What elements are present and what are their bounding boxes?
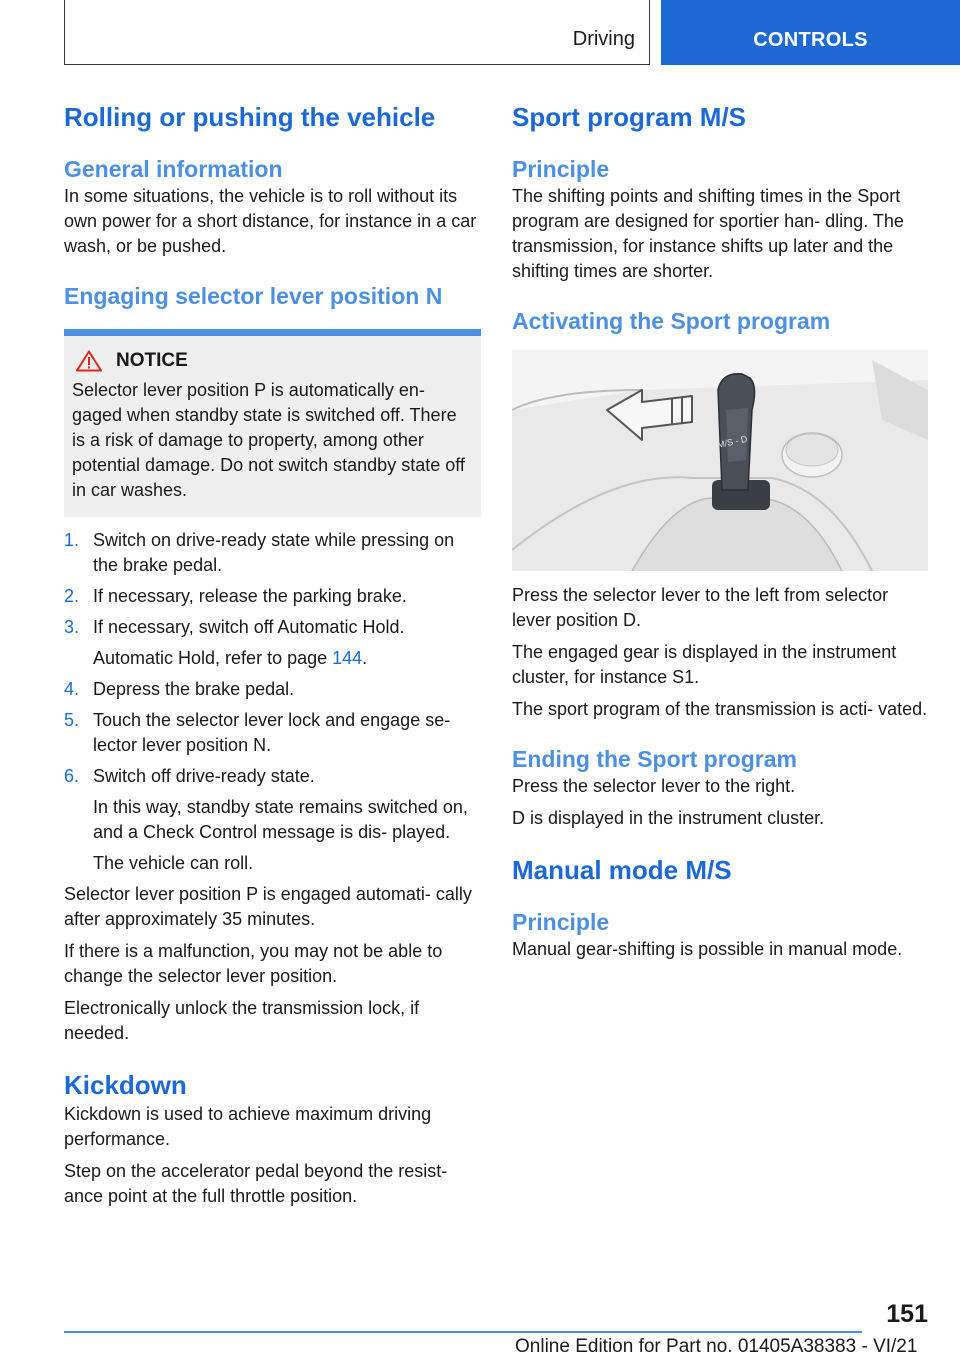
general-information-text: In some situations, the vehicle is to roll without its own power for a short distance, for instance in a car wash, or be pushed.	[64, 186, 477, 256]
step-item	[64, 615, 481, 640]
step-number: 4.	[64, 679, 80, 699]
section-title-sport-program: Sport program M/S	[512, 102, 747, 132]
steps-list	[64, 528, 481, 876]
footer-rule	[64, 1331, 862, 1333]
notice-text: Selector lever position P is automatically en‐ gaged when standby state is switched off. There is a risk of damage to property, among other potential damage. Do not switch standby state off in car washes.	[72, 380, 465, 500]
notice-title	[72, 348, 473, 374]
section-title-manual-mode: Manual mode M/S	[512, 855, 732, 885]
step-number: 6.	[64, 766, 80, 786]
page-reference-link[interactable]: 144	[332, 648, 363, 668]
step-text: Switch on drive-ready state while pressing on the brake pedal.	[93, 530, 455, 575]
step-text: Depress the brake pedal.	[93, 679, 295, 699]
heading-principle: Principle	[512, 156, 610, 182]
paragraph: D is displayed in the instrument cluster.	[512, 808, 825, 828]
step-number: 5.	[64, 710, 80, 730]
paragraph: Kickdown is used to achieve maximum driving performance.	[64, 1104, 432, 1149]
step-number: 2.	[64, 586, 80, 606]
heading-ending-sport: Ending the Sport program	[512, 746, 797, 772]
paragraph: Step on the accelerator pedal beyond the resist‐ ance point at the full throttle position.	[64, 1161, 448, 1206]
warning-triangle-icon	[76, 350, 102, 372]
step-number: 3.	[64, 617, 80, 637]
heading-general-information: General information	[64, 156, 283, 182]
step-note: The vehicle can roll.	[93, 853, 254, 873]
page-number: 151	[886, 1300, 928, 1328]
step-item	[64, 528, 481, 578]
step-text: If necessary, release the parking brake.	[93, 586, 407, 606]
paragraph: The sport program of the transmission is acti‐ vated.	[512, 699, 928, 719]
selector-lever-drawing	[512, 350, 928, 571]
step-item	[64, 584, 481, 609]
step-item	[64, 708, 481, 758]
lever-label: M/S - D	[716, 433, 749, 450]
step-text: Switch off drive-ready state.	[93, 766, 315, 786]
step-item	[64, 677, 481, 702]
step-note	[64, 646, 481, 671]
paragraph: Press the selector lever to the right.	[512, 776, 796, 796]
principle-text: The shifting points and shifting times in the Sport program are designed for sportier han‐ dling. The transmission, for instance shifts up later and the shifting times are shorter.	[512, 186, 904, 281]
step-text: If necessary, switch off Automatic Hold.	[93, 617, 405, 637]
paragraph: The engaged gear is displayed in the instrument cluster, for instance S1.	[512, 642, 897, 687]
heading-activating-sport: Activating the Sport program	[512, 308, 831, 334]
paragraph: Electronically unlock the transmission lock, if needed.	[64, 998, 420, 1043]
heading-principle-manual: Principle	[512, 909, 610, 935]
paragraph: If there is a malfunction, you may not be able to change the selector lever position.	[64, 941, 443, 986]
header-chapter: CONTROLS	[661, 0, 960, 65]
heading-engaging-n: Engaging selector lever position N	[64, 283, 443, 309]
step-note: In this way, standby state remains switched on, and a Check Control message is dis‐ played.	[93, 797, 468, 842]
selector-lever-illustration	[512, 350, 928, 571]
step-note-prefix: Automatic Hold, refer to page	[93, 648, 333, 668]
step-note-suffix: .	[362, 648, 368, 668]
section-title-rolling: Rolling or pushing the vehicle	[64, 102, 436, 132]
header-box	[64, 0, 650, 65]
step-number: 1.	[64, 530, 80, 550]
footer-edition: Online Edition for Part no. 01405A38383 - VI/21	[515, 1336, 918, 1357]
step-text: Touch the selector lever lock and engage se‐ lector lever position N.	[93, 710, 451, 755]
notice-title-text: NOTICE	[116, 350, 188, 371]
step-item	[64, 764, 481, 789]
notice-box	[64, 329, 481, 517]
header-section: Driving	[572, 28, 635, 50]
section-title-kickdown: Kickdown	[64, 1070, 187, 1100]
manual-mode-text: Manual gear-shifting is possible in manual mode.	[512, 939, 903, 959]
paragraph: Press the selector lever to the left from selector lever position D.	[512, 585, 889, 630]
right-column	[512, 100, 928, 962]
paragraph: Selector lever position P is engaged automati‐ cally after approximately 35 minutes.	[64, 884, 472, 929]
left-column	[64, 100, 481, 1209]
